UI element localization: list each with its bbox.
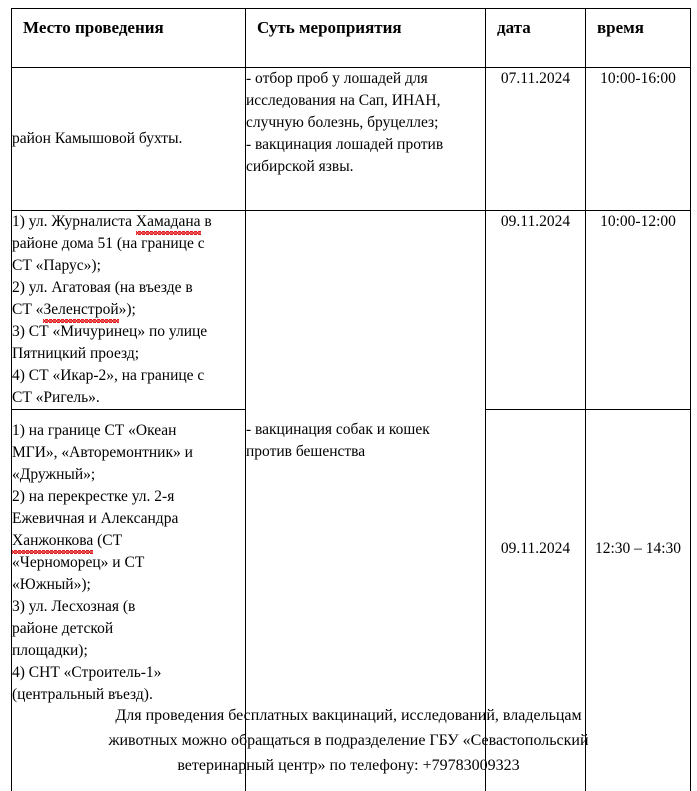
place-text-fragment: СТ « xyxy=(12,301,44,318)
place-line: «Черноморец» и СТ xyxy=(12,554,145,571)
place-line: районе дома 51 (на границе с xyxy=(12,235,205,252)
cell-date: 09.11.2024 xyxy=(486,211,586,410)
place-line xyxy=(12,530,245,552)
activity-line: случную болезнь, бруцеллез; xyxy=(246,114,439,131)
place-line: Пятницкий проезд; xyxy=(12,345,140,362)
place-line: районе детской xyxy=(12,620,114,637)
place-text-fragment: в xyxy=(200,213,212,230)
activity-text-block xyxy=(246,68,485,178)
cell-time: 12:30 – 14:30 xyxy=(586,410,691,791)
place-text-fragment: (СТ xyxy=(93,532,123,549)
place-line: СТ «Ригель». xyxy=(12,389,100,406)
place-text-fragment: »); xyxy=(118,301,136,318)
table-row xyxy=(12,211,691,410)
place-text-block xyxy=(12,128,245,150)
activity-line: исследования на Сап, ИНАН, xyxy=(246,92,441,109)
table-header-row xyxy=(12,9,691,68)
cell-time: 10:00-12:00 xyxy=(586,211,691,410)
cell-place xyxy=(12,68,246,211)
spellcheck-misspelled-word: Хамадана xyxy=(136,211,201,233)
event-schedule-table xyxy=(11,8,691,791)
place-line xyxy=(12,211,245,233)
column-header-date: дата xyxy=(486,9,586,68)
place-line: 3) ул. Лесхозная (в xyxy=(12,598,136,615)
place-line: 4) СНТ «Строитель-1» xyxy=(12,664,162,681)
activity-line: - вакцинация лошадей против xyxy=(246,136,444,153)
cell-place xyxy=(12,211,246,410)
cell-date: 07.11.2024 xyxy=(486,68,586,211)
activity-text-block xyxy=(246,419,485,463)
place-line: 2) ул. Агатовая (на въезде в xyxy=(12,279,193,296)
spellcheck-misspelled-word: Ханжонкова xyxy=(12,530,93,552)
footer-line: Для проведения бесплатных вакцинаций, исследований, владельцам xyxy=(115,707,582,724)
activity-line: - отбор проб у лошадей для xyxy=(246,70,428,87)
place-text-block xyxy=(12,420,245,706)
place-line: 3) СТ «Мичуринец» по улице xyxy=(12,323,208,340)
place-line: 2) на перекрестке ул. 2-я xyxy=(12,488,175,505)
footer-line: ветеринарный центр» по телефону: +79783009323 xyxy=(177,757,520,774)
place-line xyxy=(12,299,245,321)
schedule-table-container xyxy=(11,8,690,791)
footer-line: животных можно обращаться в подразделение ГБУ «Севастопольский xyxy=(108,732,589,749)
place-text-block xyxy=(12,211,245,409)
footer-contact-note xyxy=(30,703,667,778)
place-line: СТ «Парус»); xyxy=(12,257,101,274)
place-line: площадки); xyxy=(12,642,88,659)
spellcheck-misspelled-word: Зеленстрой xyxy=(43,299,118,321)
cell-activity xyxy=(246,68,486,211)
table-row xyxy=(12,68,691,211)
activity-line: сибирской язвы. xyxy=(246,158,354,175)
place-line: МГИ», «Авторемонтник» и xyxy=(12,444,193,461)
column-header-activity: Суть мероприятия xyxy=(246,9,486,68)
place-text-fragment: 1) ул. Журналиста xyxy=(12,213,136,230)
place-line: 1) на границе СТ «Океан xyxy=(12,422,177,439)
activity-line: - вакцинация собак и кошек xyxy=(246,421,430,438)
column-header-place: Место проведения xyxy=(12,9,246,68)
place-line: (центральный въезд). xyxy=(12,686,153,703)
cell-date: 09.11.2024 xyxy=(486,410,586,791)
place-line: Ежевичная и Александра xyxy=(12,510,179,527)
place-line: «Дружный»; xyxy=(12,466,96,483)
cell-time: 10:00-16:00 xyxy=(586,68,691,211)
place-line: 4) СТ «Икар-2», на границе с xyxy=(12,367,205,384)
place-line: район Камышовой бухты. xyxy=(12,130,183,147)
place-line: «Южный»); xyxy=(12,576,91,593)
activity-line: против бешенства xyxy=(246,443,366,460)
column-header-time: время xyxy=(586,9,691,68)
